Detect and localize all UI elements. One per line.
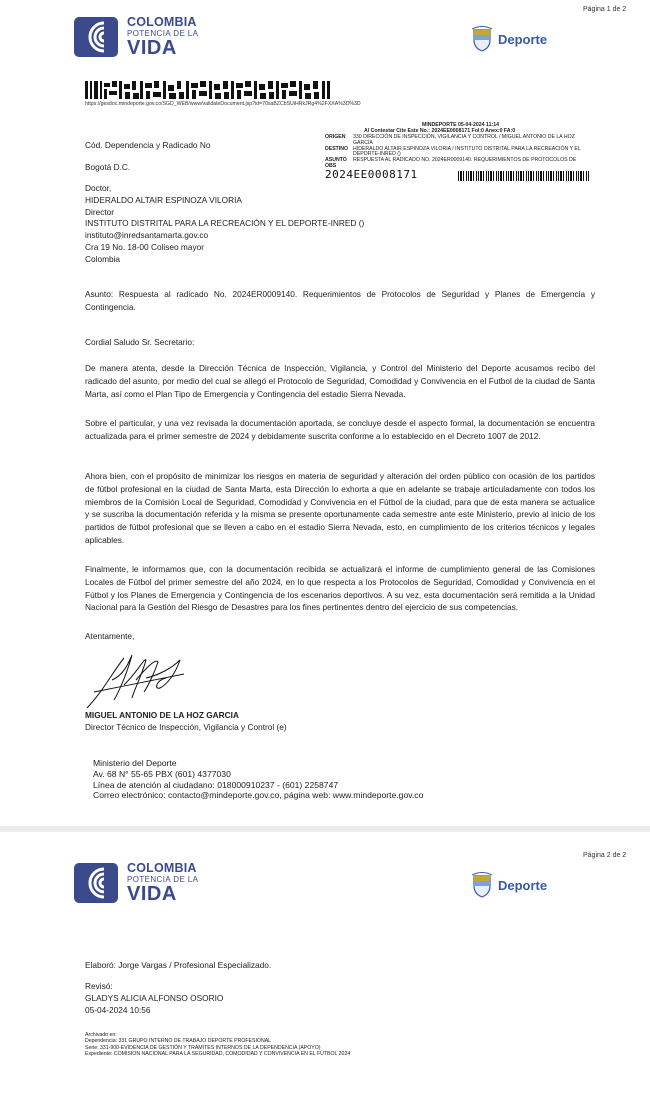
radicado-cite: Al Contestar Cite Este No.: 2024EE0008171 Fol:0 Anex:0 FA:0 (364, 128, 516, 134)
page-number: Página 2 de 2 (583, 852, 627, 859)
recipient-title: Director (85, 206, 115, 217)
asunto-value: RESPUESTA AL RADICADO NO. 2024ER0009140. REQUERIMIENTOS DE PROTOCOLOS DE (353, 157, 577, 164)
logo-line-1: COLOMBIA (127, 15, 197, 29)
logo-mark-icon (74, 17, 118, 57)
origen-label: ORIGEN (325, 134, 346, 140)
recipient-name: HIDERALDO ALTAIR ESPINOZA VILORIA (85, 194, 242, 205)
logo-line-1: COLOMBIA (127, 861, 197, 875)
radicado-number: 2024EE0008171 (325, 168, 418, 181)
archive-info (85, 1032, 350, 1058)
archivado-serie: Serie: 331-900-EVIDENCIA DE GESTIÓN Y TRÁMITES INTERNOS DE LA DEPENDENCIA (APOYO) (85, 1044, 321, 1051)
body-paragraph-3: Ahora bien, con el propósito de minimizar los riesgos en materia de seguridad y alteración del orden público con ocasión de los partidos de fútbol profesional en la ciudad de Santa Marta, esta Dirección lo exhorta a que en adelante se trabaje articuladamente con todos los miembros de la Comisión Local de Seguridad, Comodidad y Convivencia en el Fútbol de la ciudad, para que de esta manera se actualice y se suscriba la documentación referida y la misma se presente oportunamente cada semestre ante este Ministerio, previo al inicio de los partidos de fútbol profesional que se lleven a cabo en el estadio Sierra Nevada, esto, en cumplimiento de los criterios técnicos y legales aplicables. (85, 471, 595, 545)
reviso-label: Revisó: (85, 981, 113, 991)
page-footer (93, 758, 423, 801)
body-paragraph-2: Sobre el particular, y una vez revisada la documentación aportada, se concluye desde el aspecto formal, la documentación se encuentra actualizada para el primer semestre de 2024 y debidamente suscrita conforme a lo establecido en el Decreto 1007 de 2012. (85, 418, 595, 441)
greeting: Cordial Saludo Sr. Secretario: (85, 337, 195, 347)
elaboro-line: Elaboró: Jorge Vargas / Profesional Especializado. (85, 960, 272, 970)
document-page-2 (0, 832, 650, 1094)
reviso-name: GLADYS ALICIA ALFONSO OSORIO (85, 992, 224, 1003)
closing: Atentamente, (85, 631, 135, 641)
handwritten-signature (84, 650, 194, 715)
recipient-institution: INSTITUTO DISTRITAL PARA LA RECREACIÓN Y EL DEPORTE-INRED () (85, 218, 365, 229)
body-paragraph-4: Finalmente, le informamos que, con la documentación recibida se actualizará el informe de cumplimiento general de las Comisiones Locales de Fútbol del primer semestre del año 2024, en lo que respecta a los Protocolos de Seguridad, Comodidad y Convivencia en el Fútbol y los Planes de Emergencia y Contingencia de los escenarios deportivos. A su vez, esta documentación será remitida a la Unidad Nacional para la Gestión del Riesgo de Desastres para los fines pertinentes dentro del ejercicio de sus competencias. (85, 564, 595, 613)
recipient-country: Colombia (85, 253, 121, 264)
colombia-potencia-logo (74, 16, 198, 58)
logo-line-2: POTENCIA DE LA (127, 29, 199, 38)
deporte-logo (470, 872, 547, 898)
coat-of-arms-icon (470, 872, 494, 898)
radicado-details (325, 135, 595, 170)
validation-url[interactable]: https://gesdoc.mindeporte.gov.co/SGD_WEB/www/validateDocument.jsp?id=70saBZCbSUiHRkJRg4%2FXXA%3D%3D (85, 101, 361, 107)
radicado-header: MINDEPORTE 05-04-2024 11:14 (422, 122, 499, 128)
page-number: Página 1 de 2 (583, 6, 627, 13)
archivado-dependencia: Dependencia: 331 GRUPO INTERNO DE TRABAJO DEPORTE PROFESIONAL (85, 1038, 272, 1045)
coat-of-arms-icon (470, 26, 494, 52)
deporte-label: Deporte (498, 877, 548, 893)
recipient-address: Cra 19 No. 18-00 Coliseo mayor (85, 241, 204, 252)
footer-address: Av. 68 N° 55-65 PBX (601) 4377030 (93, 768, 231, 779)
destino-label: DESTINO (325, 145, 349, 152)
logo-line-3: VIDA (127, 37, 177, 59)
obs-label: OBS (325, 162, 337, 169)
asunto-line: Asunto: Respuesta al radicado No. 2024ER0009140. Requerimientos de Protocolos de Seguridad y Planes de Emergencia y Contingencia. (85, 289, 595, 312)
colombia-potencia-logo (74, 862, 198, 904)
recipient-email[interactable]: instituto@inredsantamarta.gov.co (85, 230, 209, 241)
city-line: Bogotá D.C. (85, 162, 131, 172)
body-paragraph-1: De manera atenta, desde la Dirección Técnica de Inspección, Vigilancia, y Control del Ministerio del Deporte acusamos recibo del radicado del asunto, por medio del cual se allegó el Protocolo de Seguridad, Comodidad y Convivencia en el Futbol de la ciudad de Santa Marta, así como el Plan Tipo de Emergencia y Contingencia del estadio Sierra Nevada. (85, 363, 595, 399)
deporte-label: Deporte (498, 31, 548, 47)
recipient-salutation: Doctor, (85, 183, 112, 193)
footer-contact: Correo electrónico: contacto@mindeporte.gov.co, página web: www.mindeporte.gov.co (93, 790, 424, 801)
archivado-expediente: Expediente: COMISION NACIONAL PARA LA SEGURIDAD, COMODIDAD Y CONVIVENCIA EN EL FÚTBOL 2024 (85, 1051, 351, 1058)
signer-name: MIGUEL ANTONIO DE LA HOZ GARCIA (85, 710, 239, 720)
radicado-barcode (458, 171, 590, 181)
deporte-logo (470, 26, 547, 52)
logo-mark-icon (74, 863, 118, 903)
footer-ministry: Ministerio del Deporte (93, 758, 177, 768)
recipient-block (85, 183, 364, 266)
archivado-label: Archivado en: (85, 1032, 117, 1038)
reviso-date: 05-04-2024 10:56 (85, 1004, 151, 1015)
logo-line-3: VIDA (127, 883, 177, 905)
signer-title: Director Técnico de Inspección, Vigilancia y Control (e) (85, 722, 287, 732)
reviso-block (85, 981, 223, 1016)
asunto-label: ASUNTO (325, 157, 347, 164)
logo-line-2: POTENCIA DE LA (127, 875, 199, 884)
destino-value: HIDERALDO ALTAIR ESPINOZA VILORIA / INSTITUTO DISTRITAL PARA LA RECREACIÓN Y EL DEPORTE-INRED () (353, 145, 581, 158)
validation-barcode (85, 81, 330, 99)
cod-dependencia: Cód. Dependencia y Radicado No (85, 140, 211, 150)
footer-phone: Línea de atención al ciudadano: 018000910237 - (601) 2258747 (93, 779, 339, 790)
origen-value: 330 DIRECCIÓN DE INSPECCIÓN, VIGILANCIA Y CONTROL / MIGUEL ANTONIO DE LA HOZ GARCIA (353, 134, 575, 146)
